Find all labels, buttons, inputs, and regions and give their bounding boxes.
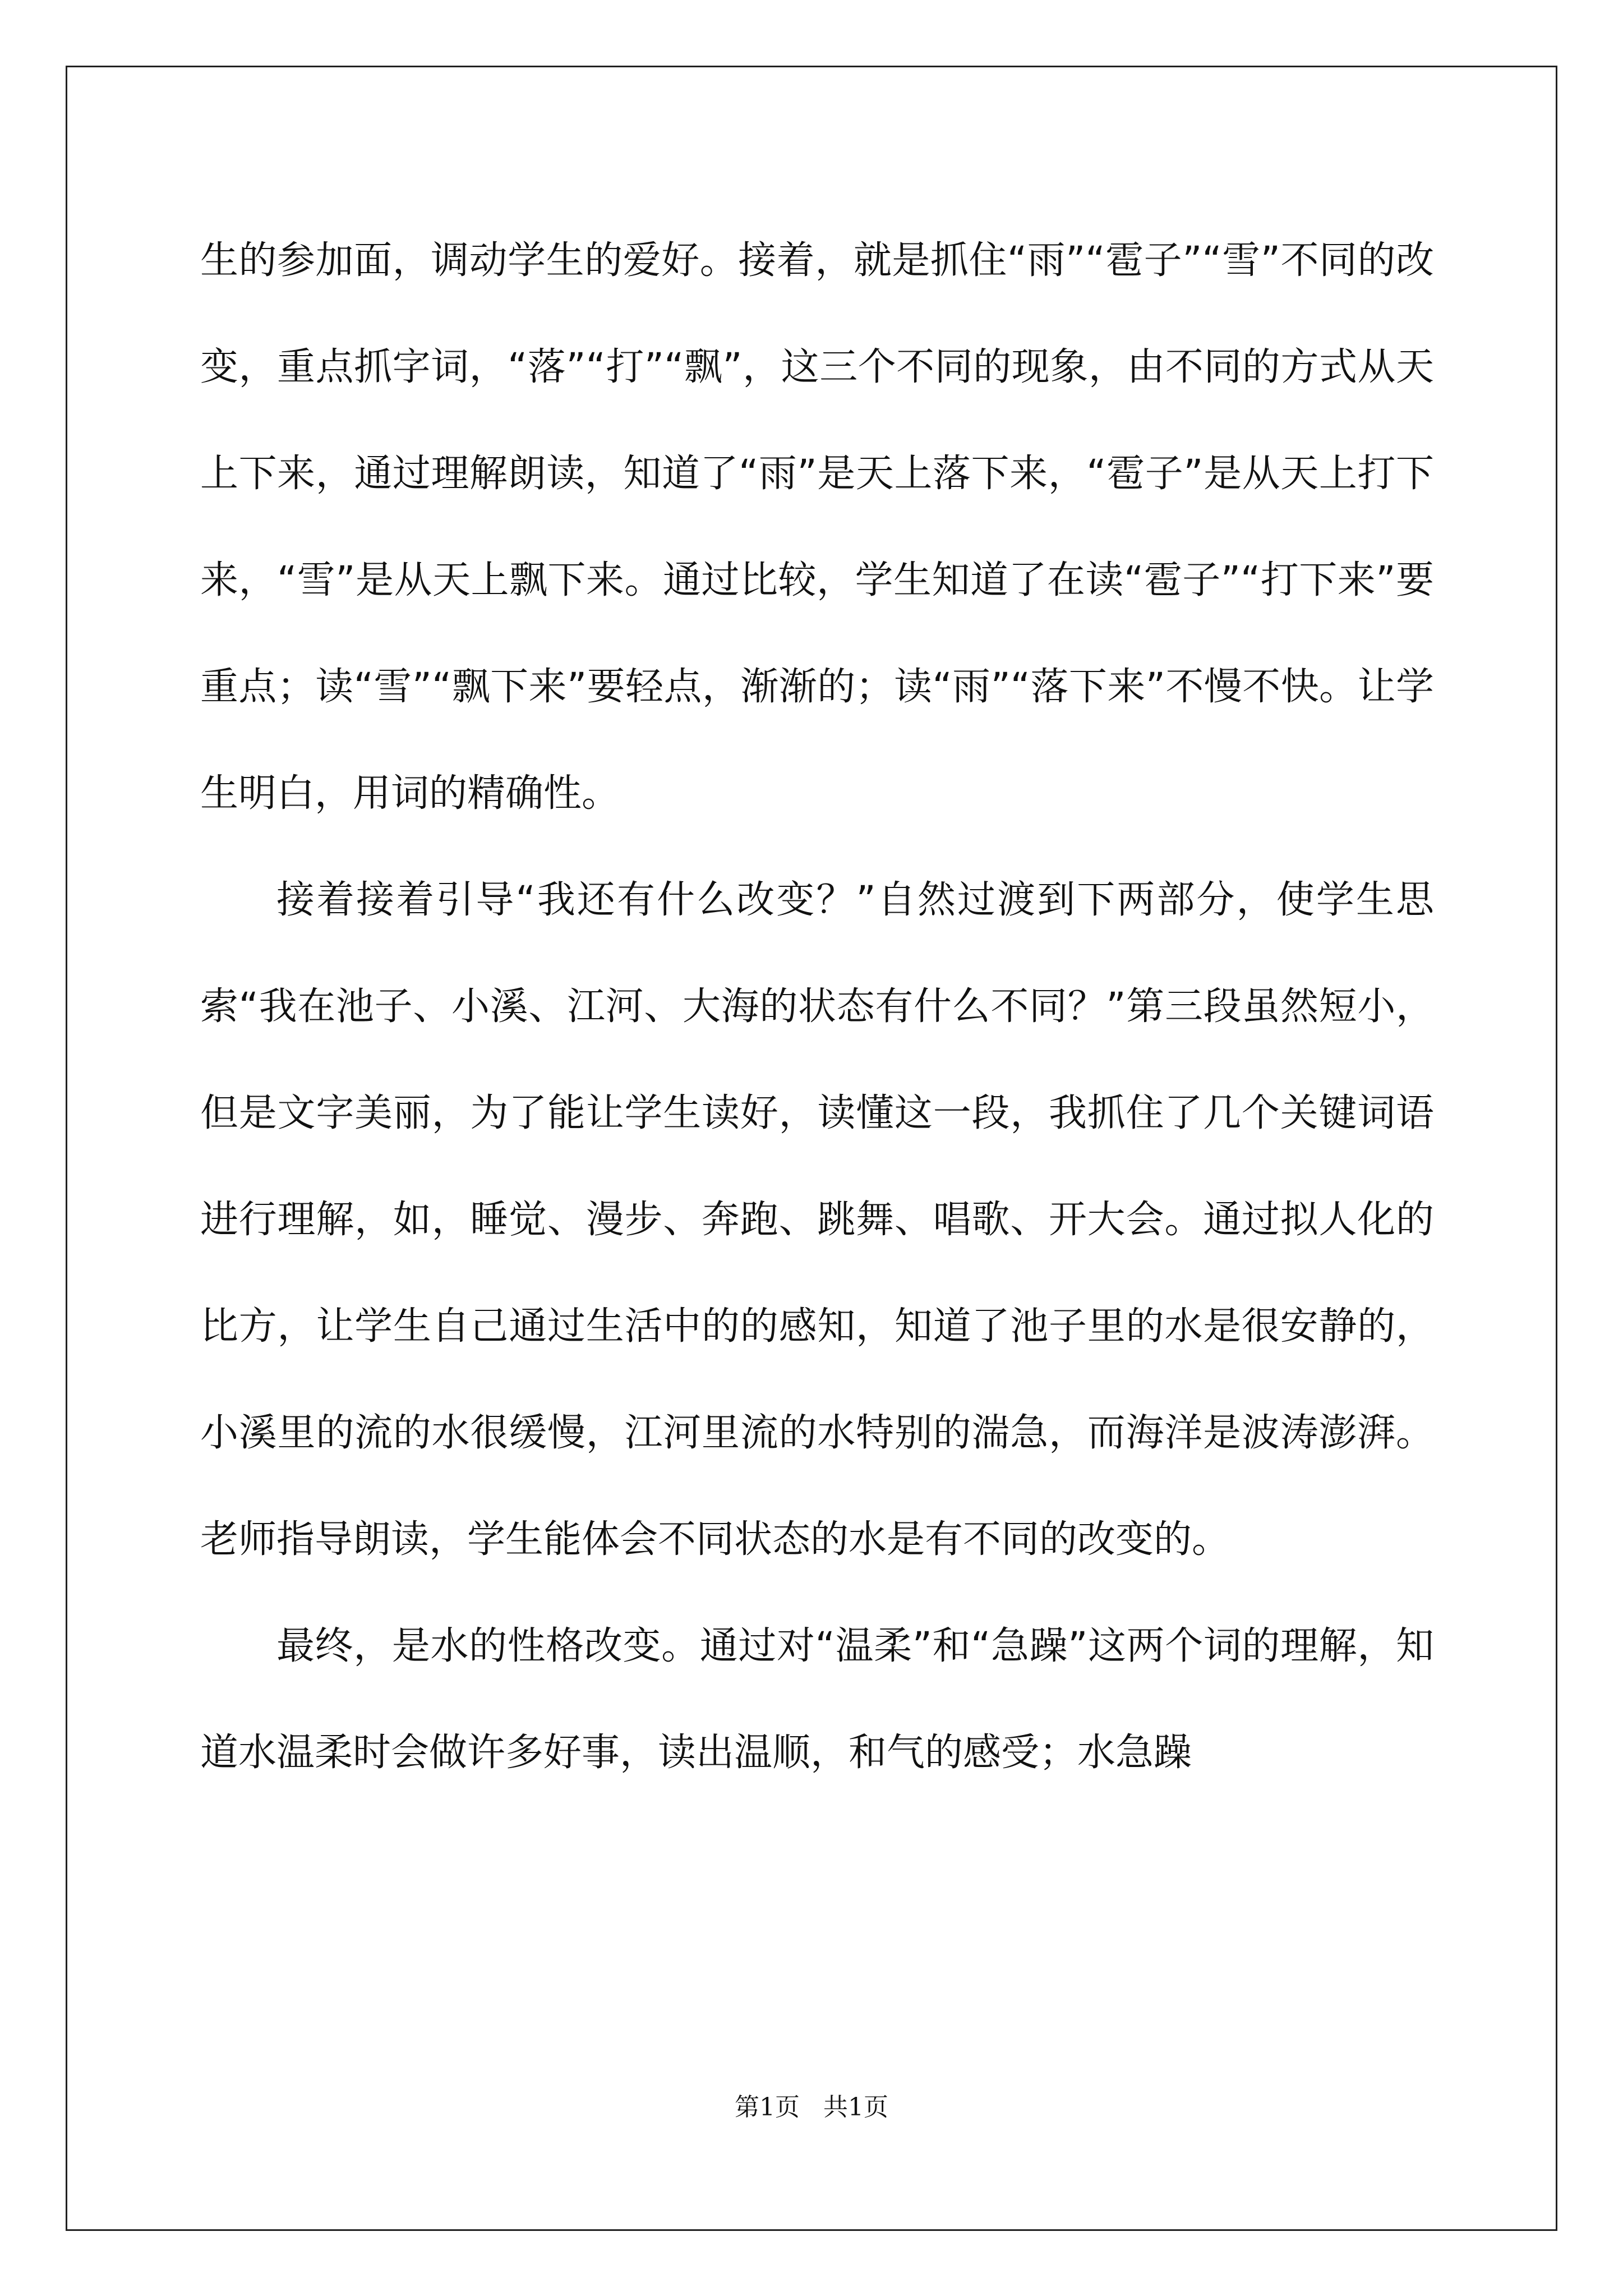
paragraph-2: 接着接着引导“我还有什么改变？”自然过渡到下两部分，使学生思索“我在池子、小溪、江河、大海的状态有什么不同？”第三段虽然短小，但是文字美丽，为了能让学生读好，读懂这一段，我抓住了几个关键词语进行理解，如，睡觉、漫步、奔跑、跳舞、唱歌、开大会。通过拟人化的比方，让学生自己通过生活中的的感知，知道了池子里的水是很安静的，小溪里的流的水很缓慢，江河里流的水特别的湍急，而海洋是波涛澎湃。老师指导朗读，学生能体会不同状态的水是有不同的改变的。 bbox=[200, 878, 1434, 1562]
paragraph-3: 最终，是水的性格改变。通过对“温柔”和“急躁”这两个词的理解，知道水温柔时会做许多好事，读出温顺，和气的感受；水急躁 bbox=[200, 1624, 1434, 1775]
paragraph-1: 生的参加面，调动学生的爱好。接着，就是抓住“雨”“雹子”“雪”不同的改变，重点抓字词，“落”“打”“飘”，这三个不同的现象，由不同的方式从天上下来，通过理解朗读，知道了“雨”是天上落下来，“雹子”是从天上打下来，“雪”是从天上飘下来。通过比较，学生知道了在读“雹子”“打下来”要重点；读“雪”“飘下来”要轻点，渐渐的；读“雨”“落下来”不慢不快。让学生明白，用词的精确性。 bbox=[200, 238, 1434, 816]
page-total: 共1页 bbox=[823, 2093, 888, 2122]
page-number: 第1页 bbox=[735, 2093, 800, 2122]
page-footer bbox=[0, 2087, 1623, 2123]
document-body bbox=[200, 208, 1434, 1806]
